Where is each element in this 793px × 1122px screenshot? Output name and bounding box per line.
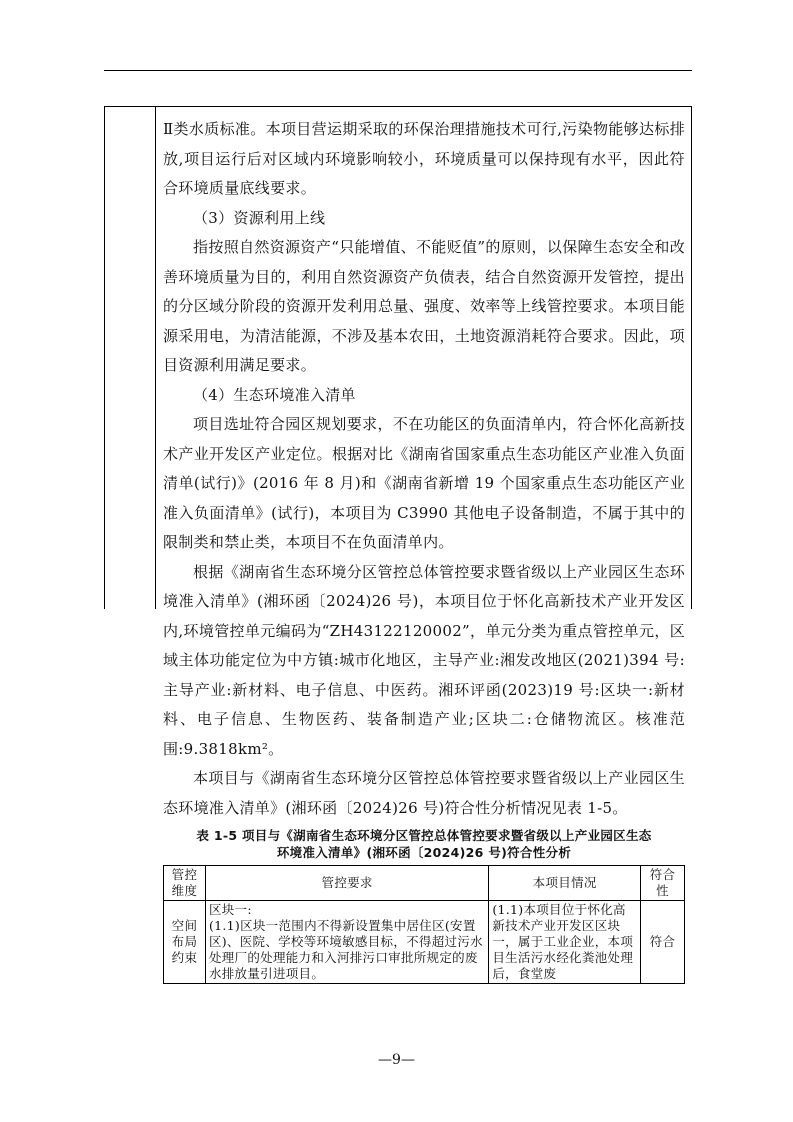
header-rule <box>104 70 692 71</box>
paragraph-resource-limit: 指按照自然资源资产“只能增值、不能贬值”的原则，以保障生态安全和改善环境质量为目的，利用自然资源资产负债表，结合自然资源开发管控，提出的分区域分阶段的资源开发利用总量、强度、效率等上线管控要求。本项目能源采用电，为清洁能源，不涉及基本农田，土地资源消耗符合要求。因此，项目资源利用满足要求。 <box>163 238 685 374</box>
conformity-table <box>163 865 685 984</box>
table-header-row <box>164 866 685 901</box>
content-cell <box>163 115 685 984</box>
content-table <box>104 106 692 981</box>
cell-dimension: 空间布局约束 <box>164 901 206 984</box>
header-requirement: 管控要求 <box>205 866 488 901</box>
cell-requirement: 区块一: (1.1)区块一范围内不得新设置集中居住区(安置区)、医院、学校等环境敏感目标，不得超过污水处理厂的处理能力和入河排污口审批所规定的废水排放量引进项目。 <box>205 901 488 984</box>
table-caption-line1: 表 1-5 项目与《湖南省生态环境分区管控总体管控要求暨省级以上产业园区生态 <box>196 828 652 843</box>
page-number: —9— <box>378 1052 415 1068</box>
paragraph-control-unit: 根据《湖南省生态环境分区管控总体管控要求暨省级以上产业园区生态环境准入清单》(湘环函〔2024)26 号)，本项目位于怀化高新技术产业开发区内,环境管控单元编码为“ZH43122120002”，单元分类为重点管控单元，区域主体功能定位为中方镇:城市化地区，主导产业:湘发改地区(2021)394 号:主导产业:新材料、电子信息、中医药。湘环评函(2023)19 号:区块一:新材料、电子信息、生物医药、装备制造产业;区块二:仓储物流区。核准范围:9.3818km²。 <box>163 562 685 758</box>
table-caption-line2: 环境准入清单》(湘环函〔2024)26 号)符合性分析 <box>276 845 572 860</box>
paragraph-table-reference: 本项目与《湖南省生态环境分区管控总体管控要求暨省级以上产业园区生态环境准入清单》(湘环函〔2024)26 号)符合性分析情况见表 1-5。 <box>163 769 685 817</box>
paragraph-site-selection: 项目选址符合园区规划要求，不在功能区的负面清单内，符合怀化高新技术产业开发区产业定位。根据对比《湖南省国家重点生态功能区产业准入负面清单(试行)》(2016 年 8 月)和《湖南省新增 19 个国家重点生态功能区产业准入负面清单》(试行)，本项目为 C3990 其他电子设备制造，不属于其中的限制类和禁止类，本项目不在负面清单内。 <box>163 415 685 551</box>
header-dimension: 管控维度 <box>164 866 206 901</box>
cell-conformity: 符合 <box>641 901 685 984</box>
table-caption <box>163 827 685 861</box>
table-row <box>164 901 685 984</box>
heading-resource-limit: （3）资源利用上线 <box>193 208 326 227</box>
header-situation: 本项目情况 <box>489 866 641 901</box>
heading-eco-access-list: （4）生态环境准入清单 <box>193 385 356 404</box>
header-conformity: 符合性 <box>641 866 685 901</box>
cell-situation: (1.1)本项目位于怀化高新技术产业开发区区块一，属于工业企业，本项目生活污水经化粪池处理后，食堂废 <box>489 901 641 984</box>
left-column-divider <box>155 107 156 609</box>
paragraph-water-quality: Ⅱ类水质标准。本项目营运期采取的环保治理措施技术可行,污染物能够达标排放,项目运行后对区域内环境影响较小，环境质量可以保持现有水平，因此符合环境质量底线要求。 <box>163 120 685 197</box>
